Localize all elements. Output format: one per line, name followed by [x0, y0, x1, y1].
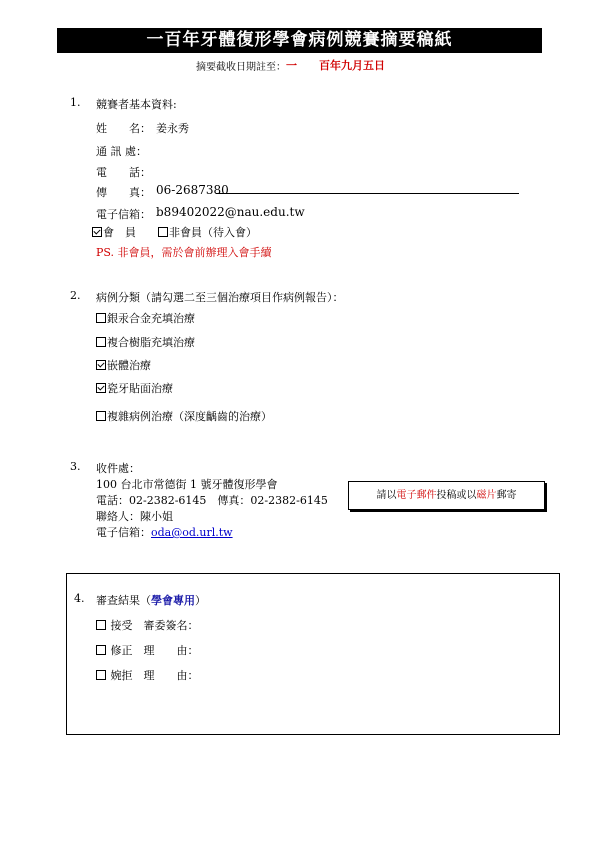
address-label: 通 訊 處：: [96, 145, 147, 158]
name-value[interactable]: 姜永秀: [156, 122, 189, 135]
section3-number: 3.: [70, 460, 81, 473]
nonmember-label: 非會員（待入會）: [169, 226, 257, 239]
option-label: 複合樹脂充填治療: [107, 336, 195, 349]
section1-heading: 競賽者基本資料:: [96, 98, 177, 111]
section4-number: 4.: [74, 592, 85, 605]
deadline-value: 一 百年九月五日: [286, 59, 385, 72]
fax-value[interactable]: 06-2687380: [156, 183, 229, 197]
phone-label: 電 話：: [96, 166, 151, 179]
recipient-email-label: 電子信箱：: [96, 526, 151, 539]
submission-notice: [348, 481, 545, 510]
option-label: 嵌體治療: [107, 359, 151, 372]
deadline-label: 摘要截收日期註至：: [196, 62, 286, 73]
member-label: 會 員: [103, 226, 136, 239]
option-label: 複雜病例治療（深度齲齒的治療）: [107, 410, 272, 423]
section1-number: 1.: [70, 96, 81, 109]
option-label: 銀汞合金充填治療: [107, 312, 195, 325]
section4-heading-text: 審查結果（: [96, 594, 151, 607]
review-revise[interactable]: [96, 642, 199, 658]
section2-number: 2.: [70, 289, 81, 302]
fax-label: 傳 真：: [96, 186, 151, 199]
fax-underline: [216, 193, 519, 194]
amalgam-checkbox-icon[interactable]: [96, 313, 106, 323]
recipient-phone: 電話：02-2382-6145 傳真：02-2382-6145: [96, 494, 328, 507]
section4-heading-special: 學會專用: [151, 594, 195, 607]
accept-checkbox-icon[interactable]: [96, 620, 106, 630]
review-accept[interactable]: [96, 617, 199, 633]
recipient-contact: 聯絡人：陳小姐: [96, 510, 173, 523]
composite-checkbox-icon[interactable]: [96, 337, 106, 347]
veneer-checkbox-icon[interactable]: [96, 383, 106, 393]
reject-checkbox-icon[interactable]: [96, 670, 106, 680]
complex-checkbox-icon[interactable]: [96, 411, 106, 421]
section4-heading-end: ）: [195, 594, 206, 607]
notice-middle: 投稿或以: [436, 490, 477, 501]
revise-label: 修正 理 由：: [110, 644, 199, 657]
member-checkbox-icon[interactable]: [92, 227, 102, 237]
option-composite[interactable]: [96, 334, 195, 350]
review-reject[interactable]: [96, 667, 199, 683]
nonmember-checkbox-icon[interactable]: [158, 227, 168, 237]
page-title: 一百年牙體復形學會病例競賽摘要稿紙: [57, 28, 542, 53]
nonmember-option[interactable]: [158, 224, 257, 240]
accept-label: 接受 審委簽名：: [110, 619, 199, 632]
recipient-address: 100 台北市常德街 1 號牙體復形學會: [96, 478, 278, 491]
option-amalgam[interactable]: [96, 310, 195, 326]
option-label: 瓷牙貼面治療: [107, 382, 173, 395]
notice-email: 電子郵件: [396, 490, 437, 501]
name-label: 姓 名：: [96, 122, 151, 135]
email-value[interactable]: b89402022@nau.edu.tw: [156, 205, 305, 219]
notice-suffix: 郵寄: [496, 490, 517, 501]
ps-note: PS. 非會員，需於會前辦理入會手續: [96, 246, 272, 259]
section3-heading: 收件處：: [96, 462, 140, 475]
notice-disk: 磁片: [476, 490, 497, 501]
revise-checkbox-icon[interactable]: [96, 645, 106, 655]
option-complex[interactable]: [96, 408, 272, 424]
option-inlay[interactable]: [96, 357, 151, 373]
option-veneer[interactable]: [96, 380, 173, 396]
inlay-checkbox-icon[interactable]: [96, 360, 106, 370]
section4-heading: [96, 592, 206, 608]
email-label: 電子信箱：: [96, 208, 151, 221]
recipient-email-row: [96, 524, 233, 540]
member-option[interactable]: [92, 224, 136, 240]
reject-label: 婉拒 理 由：: [110, 669, 199, 682]
recipient-email-link[interactable]: oda@od.url.tw: [151, 526, 233, 539]
section2-heading: 病例分類（請勾選二至三個治療項目作病例報告）：: [96, 291, 344, 304]
notice-prefix: 請以: [376, 490, 397, 501]
